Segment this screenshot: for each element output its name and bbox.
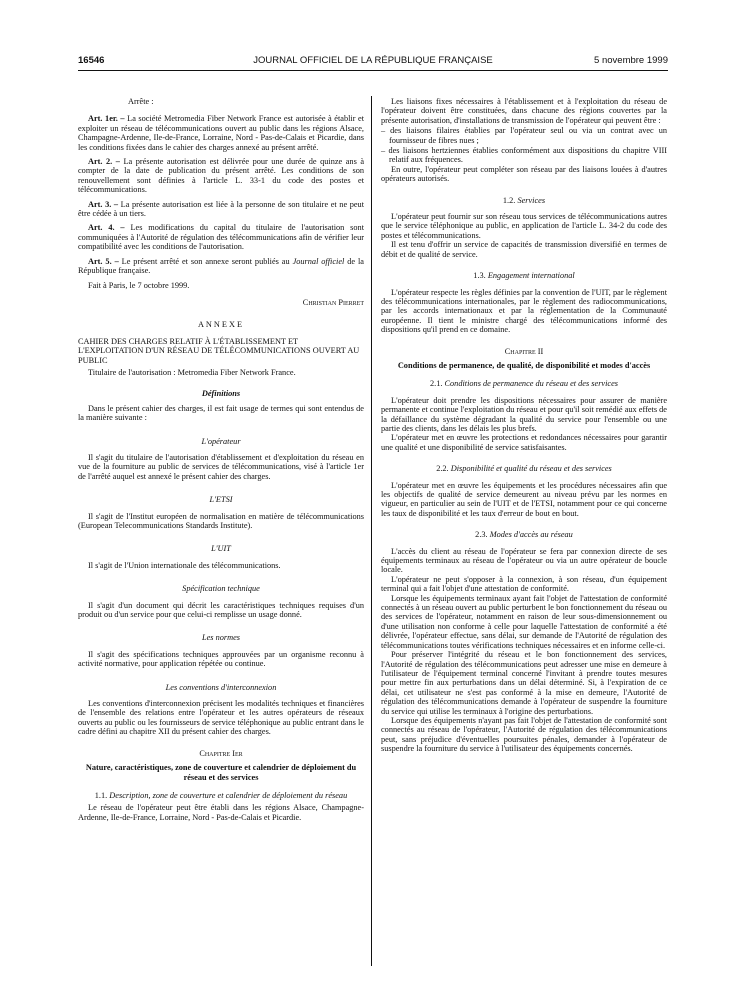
acces-text-4: Pour préserver l'intégrité du réseau et le bon fonctionnement des services, l'Autorité de régulation des télécommunications peut adresser une mise en demeure à l'utilisateur de l'équipement terminal concerné l'invitant à prendre toutes mesures pour mettre fin aux perturbations dans un délai déterminé. Si, à l'expiration de ce délai, cet utilisateur ne s'est pas conformé à la mise en demeure, l'Autorité de régulation des télécommunications demande à l'opérateur de suspendre la fourniture du service qui utilise les terminaux à l'origine des perturbations. — [381, 650, 667, 716]
arrete-heading: Arrête : — [128, 97, 154, 106]
etsi-title: L'ETSI — [209, 495, 233, 505]
chapter-1-title: Nature, caractéristiques, zone de couverture et calendrier de déploiement du réseau et des services — [85, 763, 357, 782]
normes-title: Les normes — [201, 633, 241, 643]
definitions-text: Dans le présent cahier des charges, il est fait usage de termes qui sont entendus de la manière suivante : — [78, 403, 364, 423]
section-2-3-heading — [381, 530, 667, 539]
article-2-text: La présente autorisation est délivrée pour une durée de quinze ans à compter de la date de publication du présent arrêté. Les conditions de son renouvellement sont définies à l'article L. 33-1 du code des postes et télécommunications. — [78, 157, 365, 195]
article-5-text: Le présent arrêté et son annexe seront publiés au — [121, 256, 290, 266]
page-number: 16546 — [78, 55, 105, 66]
header-rule — [78, 70, 668, 71]
article-1-text: La société Metromedia Fiber Network France est autorisée à établir et exploiter un réseau de télécommunications ouvert au public dans les régions Alsace, Champagne-Ardenne, Ile-de-France, Lorraine, Nord - Pas-de-Calais et Picardie, dans les conditions fixées dans le cahier des charges annexé au présent arrêté. — [78, 114, 364, 152]
disponibilite-text: L'opérateur met en œuvre les équipements et les procédures nécessaires afin que les objectifs de qualité de service demeurent au niveau prévu par les normes en vigueur, en particulier au sein de l'UIT et de l'ETSI, notamment pour ce qui concerne les taux de disponibilité et les taux d'erreur de bout en bout. — [381, 480, 667, 518]
operateur-text: Il s'agit du titulaire de l'autorisation d'établissement et d'exploitation du réseau en vue de la fourniture au public de services de télécommunications, visé à l'article 1er de l'arrêté auquel est annexé le présent cahier des charges. — [78, 452, 364, 481]
acces-text-2: L'opérateur ne peut s'opposer à la connexion, à son réseau, d'un équipement terminal qui a fait l'objet d'une attestation de conformité. — [381, 574, 667, 594]
column-divider — [371, 96, 372, 966]
uit-text: Il s'agit de l'Union internationale des télécommunications. — [88, 560, 281, 570]
section-1-1-heading — [78, 791, 364, 800]
specification-title: Spécification technique — [182, 584, 260, 594]
issue-date: 5 novembre 1999 — [594, 55, 668, 66]
specification-text: Il s'agit d'un document qui décrit les caractéristiques techniques requises d'un produit ou d'un service pour que celui-ci remplisse un usage donné. — [78, 600, 364, 620]
article-5-text-end: de la République française. — [78, 256, 364, 276]
section-1-2-number: 1.2. — [502, 195, 516, 205]
page-header — [78, 55, 668, 69]
acces-text-3: Lorsque les équipements terminaux ayant fait l'objet de l'attestation de conformité connectés à un réseau ouvert au public perturbent le bon fonctionnement du réseau ou des services de l'opérateur, notamment en raison de leur sous-dimensionnement ou d'une utilisation non conforme à celle pour laquelle l'attestation de conformité a été délivrée, l'opérateur effectue, sans délai, sur demande de l'Autorité de régulation des télécommunications toutes vérifications techniques nécessaires et en informe celle-ci. — [381, 593, 667, 650]
section-2-1-heading — [381, 379, 667, 388]
article-4-text: Les modifications du capital du titulaire de l'autorisation sont communiquées à l'Autorité de régulation des télécommunications afin de vérifier leur compatibilité avec les conditions de l'autorisation. — [78, 223, 365, 252]
liaisons-louees: En outre, l'opérateur peut compléter son réseau par des liaisons louées à d'autres opérateurs autorisés. — [381, 164, 667, 184]
article-2 — [78, 157, 364, 195]
chapter-1-label: Chapitre Ier — [199, 748, 243, 758]
bullet-hertziennes: – des liaisons hertziennes établies conformément aux dispositions du chapitre VIII relatif aux fréquences. — [381, 146, 667, 165]
uit-title: L'UIT — [211, 544, 231, 554]
etsi-text: Il s'agit de l'Institut européen de normalisation en matière de télécommunications (European Telecommunications Standards Institute). — [78, 511, 364, 530]
article-3-label: Art. 3. – — [88, 199, 119, 209]
article-5 — [78, 257, 364, 276]
normes-text: Il s'agit des spécifications techniques approuvées par un organisme reconnu à activité normative, pour application répétée ou continue. — [78, 649, 364, 669]
section-1-1-text: Le réseau de l'opérateur peut être établi dans les régions Alsace, Champagne-Ardenne, Ile-de-France, Lorraine, Nord - Pas-de-Calais et Picardie. — [78, 803, 364, 822]
article-4-label: Art. 4. – — [88, 223, 125, 233]
acces-text-1: L'accès du client au réseau de l'opérateur se fera par connexion directe de ses équipements terminaux au réseau de l'opérateur ou via un autre opérateur de boucle locale. — [381, 546, 667, 575]
annexe-title: ANNEXE — [197, 320, 245, 330]
bullet-filaires: – des liaisons filaires établies par l'opérateur seul ou via un contrat avec un fournisseur de fibres nues ; — [381, 126, 667, 145]
right-column — [381, 97, 667, 754]
section-2-2-heading — [381, 464, 667, 473]
section-1-1-title: Description, zone de couverture et calendrier de déploiement du réseau — [109, 790, 348, 800]
acces-text-5: Lorsque des équipements n'ayant pas fait l'objet de l'attestation de conformité sont connectés au réseau de l'opérateur, l'Autorité de régulation des télécommunications peut, sans préjudice d'éventuelles poursuites pénales, demander à l'opérateur de suspendre la fourniture du service à l'utilisateur des équipements concernés. — [381, 715, 667, 754]
article-5-label: Art. 5. – — [88, 256, 119, 266]
chapter-2-title: Conditions de permanence, de qualité, de disponibilité et modes d'accès — [397, 360, 651, 370]
fait-a-paris: Fait à Paris, le 7 octobre 1999. — [88, 280, 190, 290]
article-2-label: Art. 2. – — [88, 157, 120, 167]
section-2-3-title: Modes d'accès au réseau — [489, 530, 573, 540]
permanence-text-2: L'opérateur met en œuvre les protections et redondances nécessaires pour garantir une qualité et une disponibilité de service satisfaisantes. — [381, 433, 667, 452]
section-1-1-number: 1.1. — [94, 790, 108, 800]
section-1-3-title: Engagement international — [487, 271, 575, 281]
chapter-2-label: Chapitre II — [504, 346, 544, 356]
journal-title: JOURNAL OFFICIEL DE LA RÉPUBLIQUE FRANÇAISE — [253, 55, 493, 66]
section-2-2-title: Disponibilité et qualité du réseau et des services — [450, 464, 612, 474]
section-2-3-number: 2.3. — [475, 530, 488, 540]
left-column — [78, 97, 364, 822]
section-2-1-number: 2.1. — [429, 379, 443, 389]
services-text-2: Il est tenu d'offrir un service de capacités de transmission diversifié en termes de débit et de qualité de service. — [381, 240, 667, 259]
article-3 — [78, 200, 364, 219]
section-2-2-number: 2.2. — [436, 464, 449, 474]
services-text-1: L'opérateur peut fournir sur son réseau tous services de télécommunications autres que le service téléphonique au public, en application de l'article L. 34-2 du code des postes et télécommunications. — [381, 212, 667, 240]
titulaire: Titulaire de l'autorisation : Metromedia Fiber Network France. — [88, 367, 296, 377]
section-1-3-number: 1.3. — [473, 271, 486, 281]
article-1-label: Art. 1er. – — [88, 114, 125, 124]
permanence-text-1: L'opérateur doit prendre les dispositions nécessaires pour assurer de manière permanente et continue l'exploitation du réseau et pour qu'il soit remédié aux effets de la défaillance du système dégradant la qualité du service pour l'ensemble ou une partie des clients, dans les délais les plus brefs. — [381, 395, 667, 433]
cahier-title: CAHIER DES CHARGES RELATIF À L'ÉTABLISSEMENT ET L'EXPLOITATION D'UN RÉSEAU DE TÉLÉCOMMUNICATIONS OUVERT AU PUBLIC — [78, 336, 360, 365]
conventions-title: Les conventions d'interconnexion — [165, 682, 277, 692]
section-1-2-heading — [381, 196, 667, 205]
article-1 — [78, 114, 364, 152]
conventions-text: Les conventions d'interconnexion précisent les modalités techniques et financières de l'ensemble des relations entre l'opérateur et les autres opérateurs de réseaux ouverts au public ou les fournisseurs de service téléphonique au public entrant dans le cadre défini au chapitre XII du présent cahier des charges. — [78, 699, 364, 737]
section-1-2-title: Services — [517, 195, 546, 205]
journal-officiel-ref: Journal officiel — [292, 256, 345, 266]
signature: Christian Pierret — [302, 297, 364, 307]
article-4 — [78, 223, 364, 251]
article-3-text: La présente autorisation est liée à la personne de son titulaire et ne peut être cédée à un tiers. — [78, 199, 365, 219]
section-1-3-heading — [381, 271, 667, 280]
section-2-1-title: Conditions de permanence du réseau et des services — [444, 379, 619, 389]
definitions-title: Définitions — [201, 389, 241, 399]
liaisons-fixes: Les liaisons fixes nécessaires à l'établissement et à l'exploitation du réseau de l'opérateur doivent être constituées, dans chacune des régions couvertes par la présente autorisation, d'installations de transmission de l'opérateur qui peuvent être : — [381, 97, 667, 125]
operateur-title: L'opérateur — [201, 436, 241, 446]
engagement-text: L'opérateur respecte les règles définies par la convention de l'UIT, par le règlement des télécommunications internationales, par le règlement des radiocommunications, par les accords internationaux et par la réglementation de la Communauté européenne. Il tient le ministre chargé des télécommunications informé des dispositions qu'il prend en ce domaine. — [381, 287, 667, 335]
